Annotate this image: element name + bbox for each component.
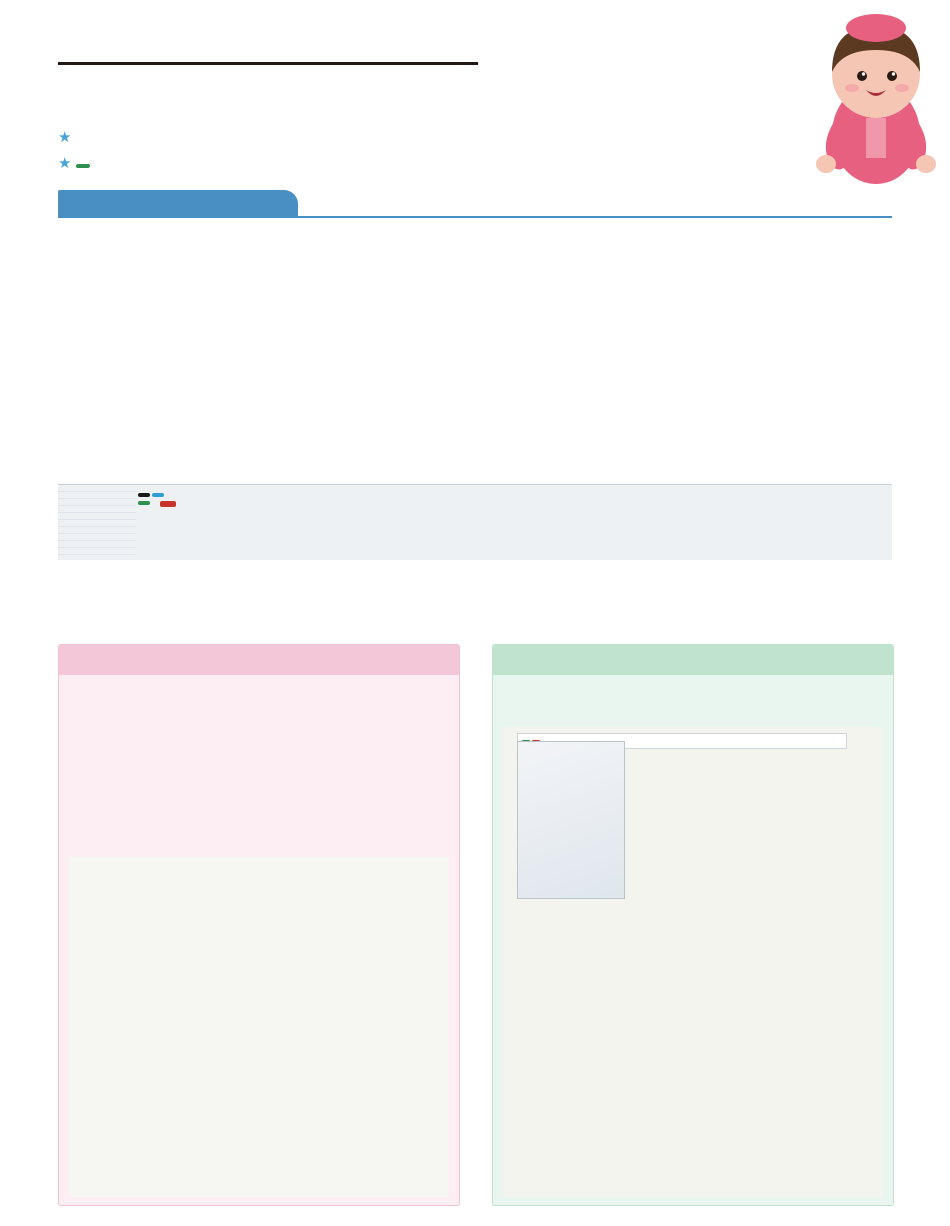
legend-row-1 <box>138 493 882 497</box>
saireberu-badge-inline <box>76 164 91 168</box>
legend-tag-sairebe <box>138 501 150 505</box>
japanese-photo-area <box>503 727 883 1197</box>
bullet-star-2 <box>58 154 93 172</box>
bullet-star-1 <box>58 128 73 146</box>
legend-tag-nankan <box>160 501 176 507</box>
section-header-curriculum <box>58 190 298 216</box>
japanese-textbook-cover <box>517 741 625 899</box>
panel-japanese-title <box>493 645 893 675</box>
curriculum-legend <box>58 484 892 560</box>
panel-math-title <box>59 645 459 675</box>
panel-japanese <box>492 644 894 1206</box>
curriculum-table <box>58 222 892 267</box>
panel-math-body <box>59 675 459 687</box>
star-icon-1: ★ <box>58 129 72 146</box>
panel-math-photos <box>59 857 459 1205</box>
legend-row-2 <box>138 501 882 507</box>
math-photo-area <box>69 857 449 1197</box>
panel-math <box>58 644 460 1206</box>
panel-japanese-photos <box>493 727 893 1205</box>
mascot-illustration <box>810 14 940 189</box>
legend-side-lines <box>58 485 136 560</box>
legend-tag-highlevel <box>152 493 164 497</box>
panel-japanese-body <box>493 675 893 687</box>
title-underline <box>58 62 478 65</box>
legend-tag-standard <box>138 493 150 497</box>
curriculum-header-row <box>58 222 892 267</box>
star-icon-2: ★ <box>58 155 72 172</box>
